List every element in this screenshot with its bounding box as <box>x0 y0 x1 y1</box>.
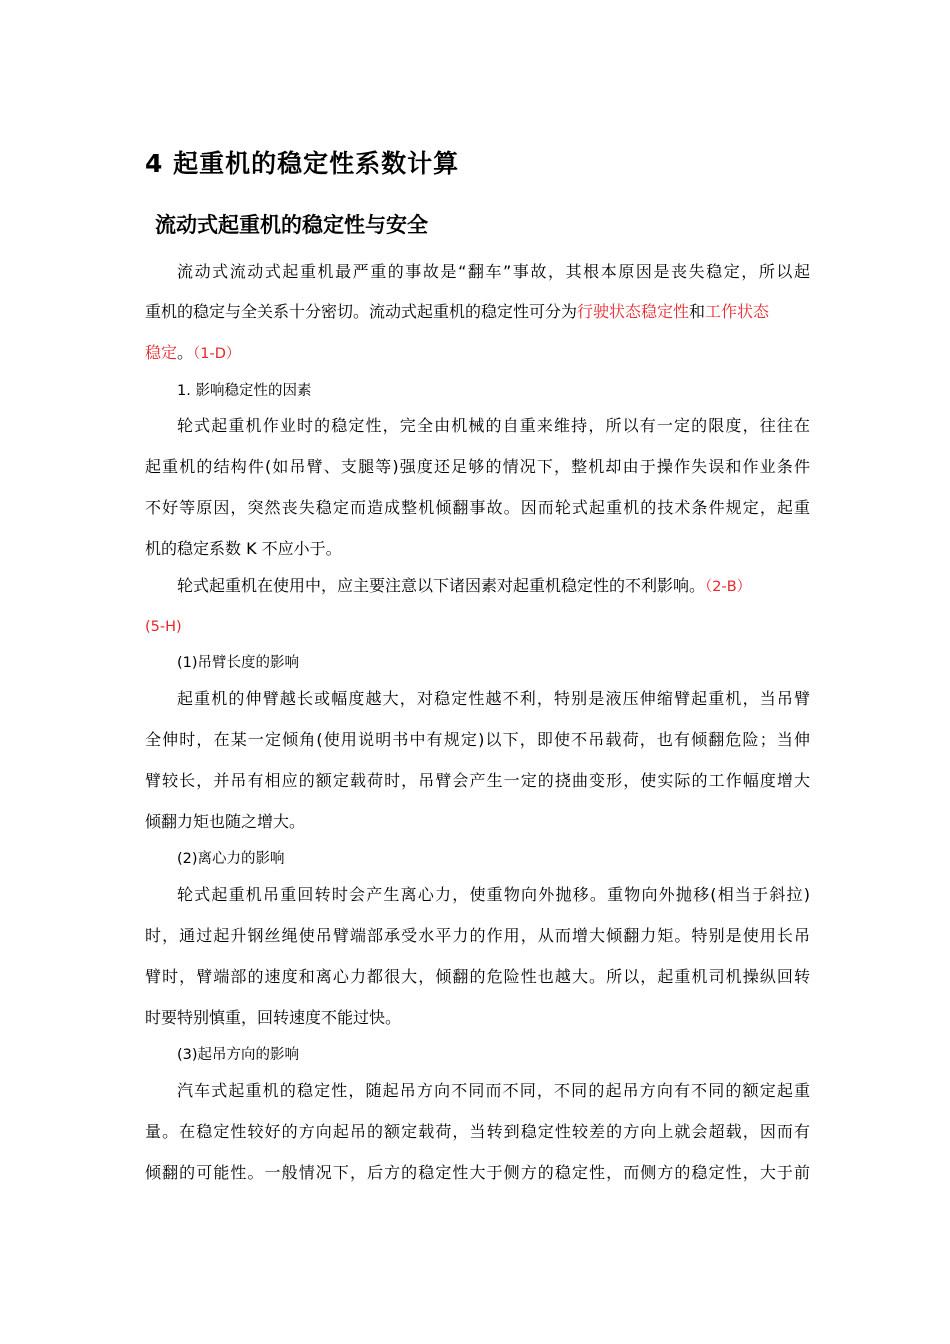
list-item-1: 1. 影响稳定性的因素 <box>177 383 312 399</box>
paragraph-6-line-2: 量。在稳定性较好的方向起吊的额定载荷，当转到稳定性较差的方向上就会超载，因而有 <box>145 1122 810 1141</box>
paragraph-5-line-4: 时要特别慎重，回转速度不能过快。 <box>145 1008 402 1027</box>
paragraph-5-line-3: 臂时，臂端部的速度和离心力都很大，倾翻的危险性也越大。所以，起重机司机操纵回转 <box>145 967 810 986</box>
paragraph-4-line-2: 全伸时，在某一定倾角(使用说明书中有规定)以下，即使不吊载荷，也有倾翻危险；当伸 <box>145 730 810 749</box>
paragraph-2-line-4: 机的稳定系数 K 不应小于。 <box>145 539 342 558</box>
paragraph-4-line-1: 起重机的伸臂越长或幅度越大，对稳定性越不利，特别是液压伸缩臂起重机，当吊臂 <box>177 689 810 708</box>
paragraph-4-line-3: 臂较长，并吊有相应的额定载荷时，吊臂会产生一定的挠曲变形，使实际的工作幅度增大 <box>145 771 810 790</box>
paragraph-5-line-1: 轮式起重机吊重回转时会产生离心力，使重物向外抛移。重物向外抛移(相当于斜拉) <box>177 885 810 904</box>
section-heading: 流动式起重机的稳定性与安全 <box>155 213 428 237</box>
text-span: 轮式起重机在使用中，应主要注意以下诸因素对起重机稳定性的不利影响。 <box>177 576 706 595</box>
paragraph-1-line-3 <box>145 342 810 365</box>
text-span: 和 <box>689 302 706 321</box>
subheading-boom-length: (1)吊臂长度的影响 <box>177 655 300 671</box>
paragraph-2-line-3: 不好等原因，突然丧失稳定而造成整机倾翻事故。因而轮式起重机的技术条件规定，起重 <box>145 498 810 517</box>
reference-tag: （2-B） <box>705 579 752 595</box>
paragraph-6-line-3: 倾翻的可能性。一般情况下，后方的稳定性大于侧方的稳定性，而侧方的稳定性，大于前 <box>145 1163 810 1182</box>
paragraph-1-line-2 <box>145 301 810 323</box>
paragraph-1-line-1: 流动式流动式起重机最严重的事故是“翻车”事故，其根本原因是丧失稳定，所以起 <box>177 262 810 281</box>
highlight-driving-stability: 行驶状态稳定性 <box>577 302 690 321</box>
subheading-lifting-direction: (3)起吊方向的影响 <box>177 1047 300 1063</box>
text-span: 重机的稳定与全关系十分密切。流动式起重机的稳定性可分为 <box>145 302 578 321</box>
paragraph-2-line-1: 轮式起重机作业时的稳定性，完全由机械的自重来维持，所以有一定的限度，往往在 <box>177 416 810 435</box>
subheading-centrifugal-force: (2)离心力的影响 <box>177 851 285 867</box>
highlight-stability-end: 稳定 <box>145 343 178 362</box>
paragraph-2-line-2: 起重机的结构件(如吊臂、支腿等)强度还足够的情况下，整机却由于操作失误和作业条件 <box>145 457 810 476</box>
chapter-heading: 4 起重机的稳定性系数计算 <box>145 149 460 178</box>
reference-tag-line: (5-H) <box>145 619 182 635</box>
paragraph-6-line-1: 汽车式起重机的稳定性，随起吊方向不同而不同，不同的起吊方向有不同的额定起重 <box>177 1081 810 1100</box>
reference-tag: （1-D） <box>193 346 241 362</box>
paragraph-4-line-4: 倾翻力矩也随之增大。 <box>145 812 306 831</box>
paragraph-5-line-2: 时，通过起升钢丝绳使吊臂端部承受水平力的作用，从而增大倾翻力矩。特别是使用长吊 <box>145 926 810 945</box>
highlight-working-stability: 工作状态 <box>705 302 770 321</box>
text-span: 。 <box>177 343 194 362</box>
paragraph-3-line-1 <box>177 575 810 598</box>
